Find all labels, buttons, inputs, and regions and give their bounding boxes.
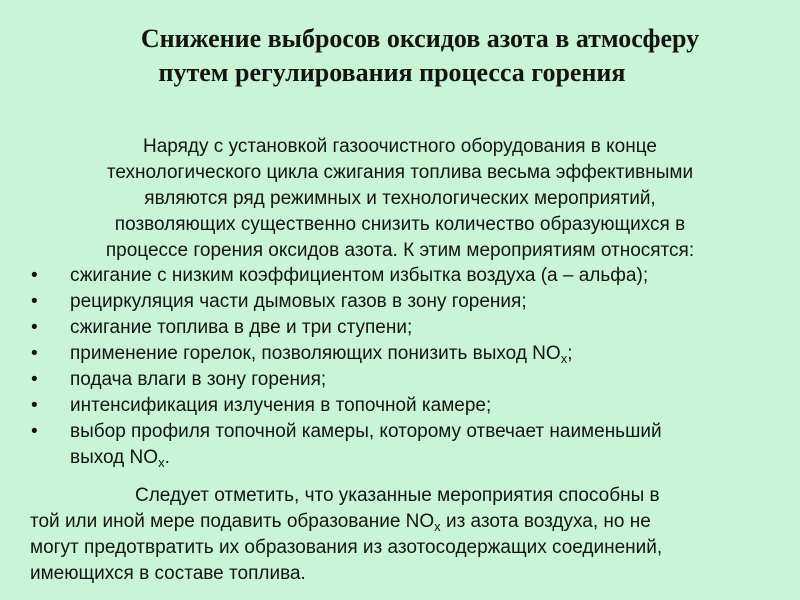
list-item-text: сжигание топлива в две и три ступени; bbox=[70, 317, 413, 338]
bullet-icon: • bbox=[31, 343, 38, 364]
bullet-icon: • bbox=[31, 317, 38, 338]
intro-line: процессе горения оксидов азота. К этим мероприятиям относятся: bbox=[105, 240, 695, 261]
slide-title bbox=[0, 22, 800, 90]
conclusion-text: той или иной мере подавить образование NO bbox=[30, 511, 435, 532]
title-line-1: Снижение выбросов оксидов азота в атмосферу bbox=[140, 24, 700, 53]
list-item-suffix: . bbox=[164, 447, 170, 468]
intro-paragraph bbox=[40, 134, 760, 264]
list-item-text: сжигание с низким коэффициентом избытка воздуха (а – альфа); bbox=[70, 265, 649, 286]
list-item-text: интенсификация излучения в топочной камере; bbox=[70, 395, 492, 416]
subscript-x: x bbox=[158, 455, 165, 470]
bullet-icon: • bbox=[31, 395, 38, 416]
list-item bbox=[0, 289, 800, 315]
list-item-suffix: ; bbox=[567, 343, 573, 364]
list-item bbox=[0, 419, 800, 471]
conclusion-paragraph bbox=[30, 483, 770, 587]
list-item-continuation bbox=[70, 445, 800, 471]
bullet-icon: • bbox=[31, 291, 38, 312]
list-item bbox=[0, 393, 800, 419]
intro-line: технологического цикла сжигания топлива весьма эффективными bbox=[106, 162, 694, 183]
bullet-icon: • bbox=[31, 421, 38, 442]
measures-list bbox=[0, 263, 800, 471]
intro-line: Наряду с установкой газоочистного оборудования в конце bbox=[143, 136, 657, 157]
list-item-text: выбор профиля топочной камеры, которому отвечает наименьший bbox=[70, 421, 662, 442]
bullet-icon: • bbox=[31, 369, 38, 390]
list-item bbox=[0, 367, 800, 393]
list-item bbox=[0, 263, 800, 289]
list-item-cont-text: выход NO bbox=[70, 447, 159, 468]
subscript-x: x bbox=[434, 519, 441, 534]
conclusion-line: могут предотвратить их образования из азотосодержащих соединений, bbox=[30, 537, 663, 558]
list-item-text: рециркуляция части дымовых газов в зону горения; bbox=[70, 291, 527, 312]
list-item-text: применение горелок, позволяющих понизить выход NO bbox=[70, 343, 561, 364]
conclusion-line: имеющихся в составе топлива. bbox=[30, 563, 306, 584]
conclusion-line bbox=[30, 509, 770, 535]
bullet-icon: • bbox=[31, 265, 38, 286]
list-item-text: подача влаги в зону горения; bbox=[70, 369, 327, 390]
list-item bbox=[0, 341, 800, 367]
intro-line: являются ряд режимных и технологических мероприятий, bbox=[144, 188, 656, 209]
conclusion-line: Следует отметить, что указанные мероприятия способны в bbox=[135, 485, 660, 506]
title-line-2: путем регулирования процесса горения bbox=[158, 58, 626, 87]
list-item bbox=[0, 315, 800, 341]
conclusion-text: из азота воздуха, но не bbox=[440, 511, 651, 532]
intro-line: позволяющих существенно снизить количество образующихся в bbox=[114, 214, 686, 235]
subscript-x: x bbox=[560, 351, 568, 366]
